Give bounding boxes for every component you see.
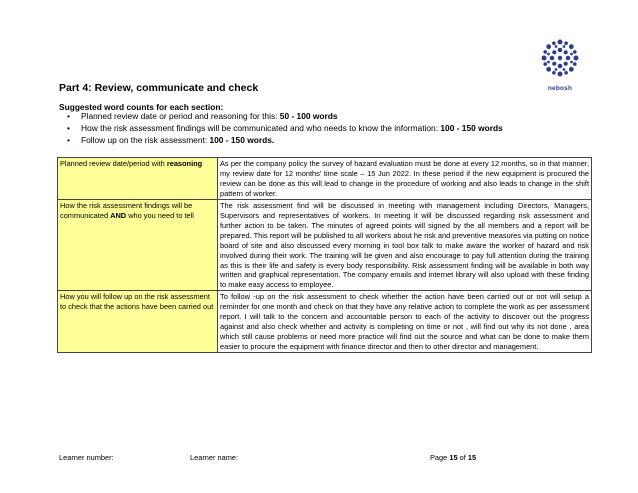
page-number: Page 15 of 15 xyxy=(430,453,477,462)
answer-cell[interactable]: The risk assessment find will be discussed in meeting with management including Directors, Managers, Supervisors and representatives of workers. In meeting it will be discussed regarding risk assessment and further action to be taken. The minutes of agreed points will signed by the all members and a report will be prepared. This report will be published to all workers about he risk and preventive measures via putting on notice board of site and also discussed every morning in tool box talk to make aware the worker of hazard and risk involved during their work. The training will be given and also encourage to pay full attention during the training as this is their life and safety is every body responsibility. Risk assessment finding will be available in both way written and graphical representation. The company emails and internet library will also upload with these finding to make easy access to employee. xyxy=(218,199,592,291)
list-item: • Follow up on the risk assessment: 100 - 150 words. xyxy=(59,134,503,146)
nebosh-logo-icon xyxy=(538,36,582,92)
suggested-word-counts-heading: Suggested word counts for each section: xyxy=(59,102,224,112)
learner-number-label: Learner number: xyxy=(59,453,114,462)
review-table xyxy=(57,157,592,353)
question-cell: Planned review date/period with reasoning xyxy=(58,158,218,200)
question-cell: How you will follow up on the risk assessment to check that the actions have been carried out xyxy=(58,291,218,353)
learner-name-label: Learner name: xyxy=(190,453,239,462)
page-title: Part 4: Review, communicate and check xyxy=(59,82,259,94)
answer-cell[interactable]: As per the company policy the survey of hazard evaluation must be done at every 12 months, so in that manner, my review date for 12 months' time scale – 15 Jun 2022. In these period if the new equipment is procured the review can be done as this will lead to change in the procedure of working and also leads to change in the shift pattern of worker. xyxy=(218,158,592,200)
list-item: • How the risk assessment findings will be communicated and who needs to know the information: 100 - 150 words xyxy=(59,122,503,134)
table-row xyxy=(58,158,592,200)
question-cell: How the risk assessment findings will be communicated AND who you need to tell xyxy=(58,199,218,291)
word-count-list xyxy=(59,110,503,146)
answer-cell[interactable]: To follow -up on the risk assessment to check whether the action have been carried out or not will setup a reminder for one month and check on that they have any relative action to complete the work as per assessment report. I will talk to the concern and accountable person to each of the activity to discover out the progress against and also check whether and activity is completing on time or not , will find out why its not done , area which still cause problems or need more practice will find out the source and what can be done to make them easier to procure the equipment with finance director and then to other director and management. xyxy=(218,291,592,353)
logo-text: nebosh xyxy=(547,85,573,92)
list-item: • Planned review date or period and reasoning for this: 50 - 100 words xyxy=(59,110,503,122)
table-row xyxy=(58,291,592,353)
table-row xyxy=(58,199,592,291)
